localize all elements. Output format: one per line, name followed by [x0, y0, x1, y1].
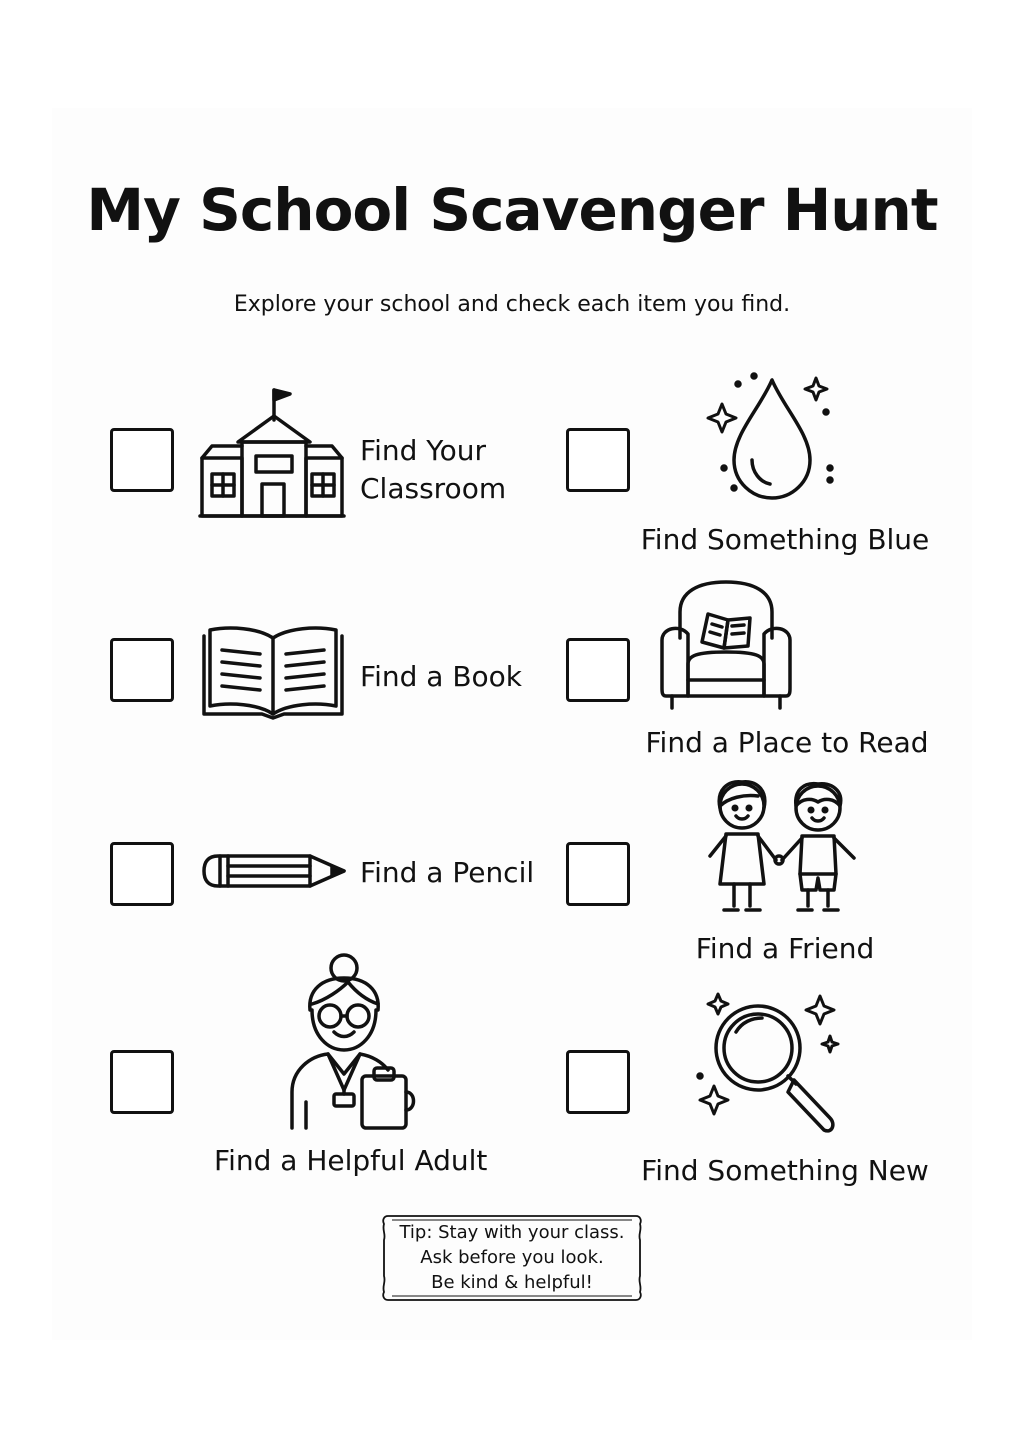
- reading-armchair-icon: [658, 578, 794, 714]
- item-label-helpful-adult: Find a Helpful Adult: [214, 1144, 488, 1177]
- checkbox-pencil[interactable]: [110, 842, 174, 906]
- teacher-icon: [286, 952, 416, 1130]
- checkbox-classroom[interactable]: [110, 428, 174, 492]
- tip-line-2: Ask before you look.: [420, 1247, 604, 1268]
- tip-box: [378, 1212, 646, 1304]
- checkbox-friend[interactable]: [566, 842, 630, 906]
- page-subtitle: Explore your school and check each item you find.: [233, 292, 791, 317]
- item-label-pencil: Find a Pencil: [360, 856, 535, 889]
- item-label-something-blue: Find Something Blue: [640, 523, 930, 556]
- magnifying-glass-icon: [694, 990, 848, 1140]
- pencil-icon: [202, 852, 348, 890]
- water-drop-icon: [704, 372, 838, 502]
- checkbox-something-blue[interactable]: [566, 428, 630, 492]
- item-label-something-new: Find Something New: [641, 1154, 929, 1187]
- friends-icon: [698, 778, 864, 918]
- item-label-friend: Find a Friend: [695, 932, 875, 965]
- item-label-place-to-read: Find a Place to Read: [645, 726, 929, 759]
- open-book-icon: [202, 622, 344, 720]
- checkbox-helpful-adult[interactable]: [110, 1050, 174, 1114]
- tip-line-1: Tip: Stay with your class.: [399, 1222, 625, 1243]
- checkbox-something-new[interactable]: [566, 1050, 630, 1114]
- tip-line-3: Be kind & helpful!: [431, 1272, 593, 1293]
- page-title: My School Scavenger Hunt: [86, 176, 938, 244]
- checkbox-place-to-read[interactable]: [566, 638, 630, 702]
- item-label-classroom: Find Your Classroom: [360, 434, 507, 505]
- item-label-book: Find a Book: [360, 660, 523, 693]
- school-building-icon: [198, 386, 346, 520]
- checkbox-book[interactable]: [110, 638, 174, 702]
